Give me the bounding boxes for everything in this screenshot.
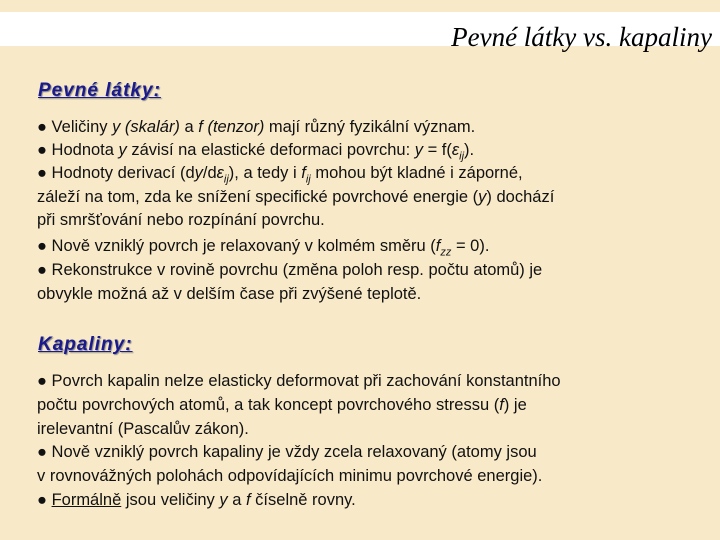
heading-solids: Pevné látky:	[38, 80, 161, 101]
text-segment: ), a tedy i	[228, 164, 302, 182]
text-line	[37, 163, 523, 189]
text-segment: při smršťování nebo rozpínání povrchu.	[37, 211, 325, 229]
text-segment: f	[499, 396, 504, 414]
text-line	[37, 284, 421, 304]
text-segment: = f(	[423, 141, 452, 159]
text-segment: f	[301, 164, 306, 182]
text-line	[37, 466, 542, 486]
text-segment: ε	[451, 141, 460, 159]
text-line	[37, 419, 249, 439]
text-segment: číselně rovny.	[250, 491, 356, 509]
text-line	[37, 442, 537, 462]
text-segment: y	[414, 141, 423, 159]
subscript: zz	[440, 246, 452, 259]
text-segment: f	[246, 491, 251, 509]
text-segment: ).	[464, 141, 475, 159]
heading-liquids: Kapaliny:	[38, 334, 133, 355]
text-segment: ● Hodnota	[37, 141, 119, 159]
text-segment: Formálně	[51, 491, 122, 509]
text-segment: = 0).	[451, 237, 490, 255]
text-segment: f	[435, 237, 441, 255]
text-segment: /d	[202, 164, 217, 182]
text-segment: a	[179, 118, 199, 136]
text-segment: ●	[37, 491, 52, 509]
text-line	[37, 395, 527, 415]
text-segment: obvykle možná až v delším čase při zvýšené teplotě.	[37, 285, 422, 303]
text-line	[37, 236, 489, 262]
text-line	[37, 187, 554, 207]
slide-title: Pevné látky vs. kapaliny	[451, 22, 712, 52]
subscript: ij	[305, 173, 311, 186]
text-line	[37, 117, 475, 137]
text-segment: jsou veličiny	[121, 491, 220, 509]
text-segment: ● Rekonstrukce v rovině povrchu (změna poloh resp. počtu atomů) je	[37, 261, 543, 279]
subscript: ij	[459, 150, 465, 163]
text-segment: ● Veličiny	[37, 118, 113, 136]
text-segment: ● Povrch kapalin nelze elasticky deformovat při zachování konstantního	[37, 372, 561, 390]
text-segment: záleží na tom, zda ke snížení specifické povrchové energie (	[37, 188, 479, 206]
text-segment: v rovnovážných polohách odpovídajících minimu povrchové energie).	[37, 467, 543, 485]
text-segment: y	[478, 188, 487, 206]
text-line	[37, 371, 561, 391]
text-segment: ) je	[503, 396, 527, 414]
subscript: ij	[223, 173, 229, 186]
text-line	[37, 490, 356, 510]
text-segment: ● Nově vzniklý povrch kapaliny je vždy zcela relaxovaný (atomy jsou	[37, 443, 537, 461]
text-segment: počtu povrchových atomů, a tak koncept povrchového stressu (	[37, 396, 500, 414]
text-line	[37, 210, 325, 230]
text-segment: y	[118, 141, 127, 159]
text-line	[37, 260, 542, 280]
text-segment: f (tenzor)	[198, 118, 265, 136]
text-segment: ● Nově vzniklý povrch je relaxovaný v kolmém směru (	[37, 237, 436, 255]
title-bar	[0, 12, 720, 52]
text-segment: y	[219, 491, 228, 509]
text-segment: ε	[216, 164, 224, 182]
text-segment: mají různý fyzikální význam.	[264, 118, 476, 136]
text-segment: y	[194, 164, 203, 182]
text-segment: mohou být kladné i záporné,	[310, 164, 523, 182]
text-segment: irelevantní (Pascalův zákon).	[37, 420, 249, 438]
text-segment: ) dochází	[486, 188, 555, 206]
text-segment: y (skalár)	[112, 118, 180, 136]
text-segment: ● Hodnoty derivací (d	[37, 164, 195, 182]
text-segment: a	[227, 491, 246, 509]
text-segment: závisí na elastické deformaci povrchu:	[126, 141, 415, 159]
